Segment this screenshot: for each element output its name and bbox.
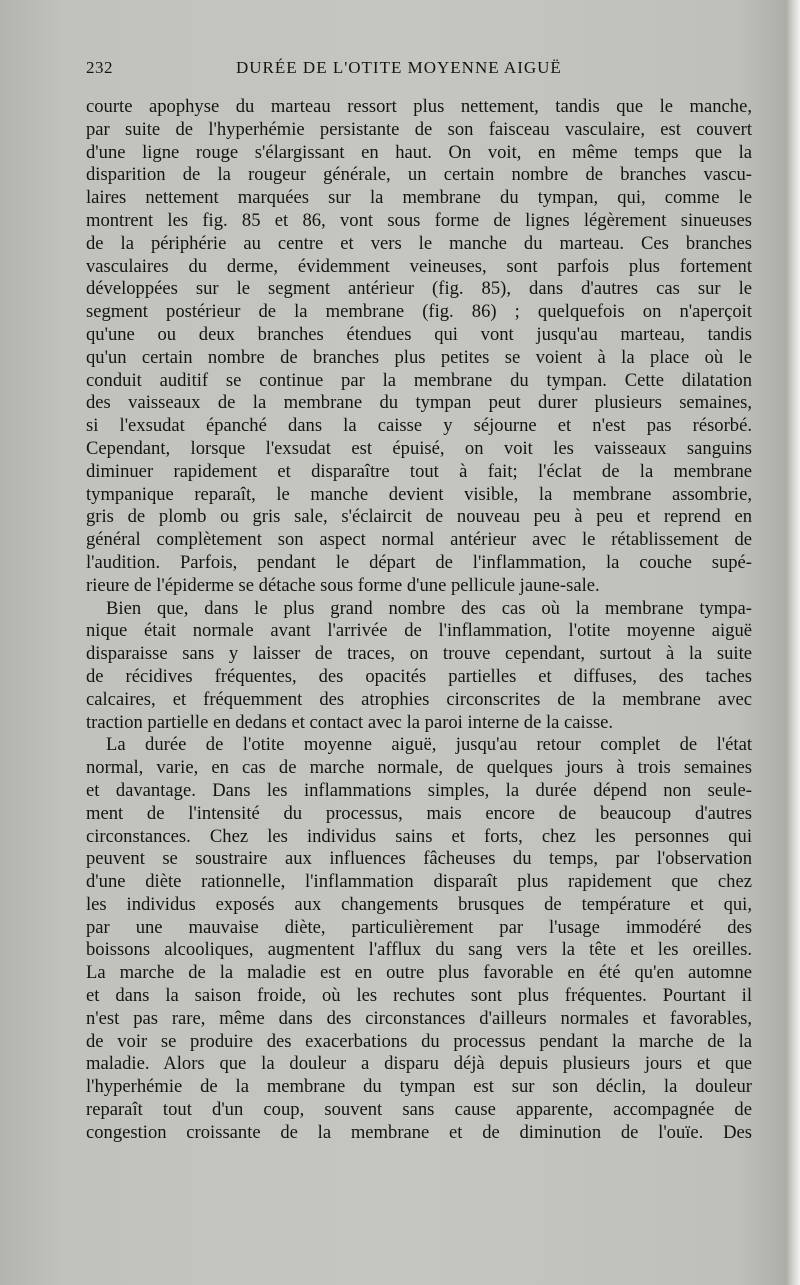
text-line: si l'exsudat épanché dans la caisse y séjourne et n'est pas résorbé. <box>86 415 752 437</box>
text-line: qu'un certain nombre de branches plus petites se voient à la place où le <box>86 346 752 368</box>
text-line: segment postérieur de la membrane (fig. 86) ; quelquefois on n'aperçoit <box>86 301 752 323</box>
text-line: disparition de la rougeur générale, un certain nombre de branches vascu- <box>86 164 752 186</box>
page-number: 232 <box>86 58 113 77</box>
text-line: n'est pas rare, même dans des circonstances d'ailleurs normales et favorables, <box>86 1007 752 1029</box>
text-line: des vaisseaux de la membrane du tympan peut durer plusieurs semaines, <box>86 392 752 414</box>
text-line: par suite de l'hyperhémie persistante de son faisceau vasculaire, est couvert <box>86 118 752 140</box>
text-line: et dans la saison froide, où les rechutes sont plus fréquentes. Pourtant il <box>86 985 752 1007</box>
text-line: et davantage. Dans les inflammations simples, la durée dépend non seule- <box>86 779 752 801</box>
text-line: de voir se produire des exacerbations du processus pendant la marche de la <box>86 1030 752 1052</box>
text-line: gris de plomb ou gris sale, s'éclaircit de nouveau peu à peu et reprend en <box>86 506 752 528</box>
text-line: reparaît tout d'un coup, souvent sans cause apparente, accompagnée de <box>86 1099 752 1121</box>
text-line: La durée de l'otite moyenne aiguë, jusqu'au retour complet de l'état <box>106 734 752 756</box>
text-line: rieure de l'épiderme se détache sous forme d'une pellicule jaune-sale. <box>86 574 600 596</box>
text-line: nique était normale avant l'arrivée de l'inflammation, l'otite moyenne aiguë <box>86 620 752 642</box>
text-line: Cependant, lorsque l'exsudat est épuisé, on voit les vaisseaux sanguins <box>86 437 752 459</box>
text-line: traction partielle en dedans et contact avec la paroi interne de la caisse. <box>86 711 614 733</box>
page-edge <box>786 0 800 1285</box>
text-line: tympanique reparaît, le manche devient visible, la membrane assombrie, <box>86 483 752 505</box>
text-line: l'hyperhémie de la membrane du tympan est sur son déclin, la douleur <box>86 1076 752 1098</box>
text-line: laires nettement marquées sur la membrane du tympan, qui, comme le <box>86 187 752 209</box>
text-line: courte apophyse du marteau ressort plus nettement, tandis que le manche, <box>86 96 752 117</box>
body-text <box>86 96 752 1145</box>
running-head <box>86 58 752 84</box>
text-line: boissons alcooliques, augmentent l'afflux du sang vers la tête et les oreilles. <box>86 939 752 961</box>
text-line: par une mauvaise diète, particulièrement par l'usage immodéré des <box>86 916 752 938</box>
text-line: développées sur le segment antérieur (fig. 85), dans d'autres cas sur le <box>86 278 752 300</box>
text-line: calcaires, et fréquemment des atrophies circonscrites de la membrane avec <box>86 688 752 710</box>
text-line: congestion croissante de la membrane et de diminution de l'ouïe. Des <box>86 1121 752 1143</box>
text-line: général complètement son aspect normal antérieur avec le rétablissement de <box>86 529 752 551</box>
text-line: l'audition. Parfois, pendant le départ de l'inflammation, la couche supé- <box>86 551 752 573</box>
text-line: conduit auditif se continue par la membrane du tympan. Cette dilatation <box>86 369 752 391</box>
text-line: normal, varie, en cas de marche normale, de quelques jours à trois semaines <box>86 757 752 779</box>
text-line: diminuer rapidement et disparaître tout à fait; l'éclat de la membrane <box>86 460 752 482</box>
text-line: Bien que, dans le plus grand nombre des cas où la membrane tympa- <box>106 597 752 619</box>
text-line: circonstances. Chez les individus sains et forts, chez les personnes qui <box>86 825 752 847</box>
text-line: maladie. Alors que la douleur a disparu déjà depuis plusieurs jours et que <box>86 1053 752 1075</box>
text-line: disparaisse sans y laisser de traces, on trouve cependant, surtout à la suite <box>86 643 752 665</box>
text-line: d'une diète rationnelle, l'inflammation disparaît plus rapidement que chez <box>86 871 752 893</box>
text-line: d'une ligne rouge s'élargissant en haut. On voit, en même temps que la <box>86 141 752 163</box>
text-line: de récidives fréquentes, des opacités partielles et diffuses, des taches <box>86 665 752 687</box>
text-line: ment de l'intensité du processus, mais encore de beaucoup d'autres <box>86 802 752 824</box>
text-line: peuvent se soustraire aux influences fâcheuses du temps, par l'observation <box>86 848 752 870</box>
text-line: qu'une ou deux branches étendues qui vont jusqu'au marteau, tandis <box>86 323 752 345</box>
text-line: les individus exposés aux changements brusques de température et qui, <box>86 893 752 915</box>
text-line: montrent les fig. 85 et 86, vont sous forme de lignes légèrement sinueuses <box>86 209 752 231</box>
text-line: de la périphérie au centre et vers le manche du marteau. Ces branches <box>86 232 752 254</box>
text-line: vasculaires du derme, évidemment veineuses, sont parfois plus fortement <box>86 255 752 277</box>
running-head-title: DURÉE DE L'OTITE MOYENNE AIGUË <box>236 58 562 77</box>
text-line: La marche de la maladie est en outre plus favorable en été qu'en automne <box>86 962 752 984</box>
